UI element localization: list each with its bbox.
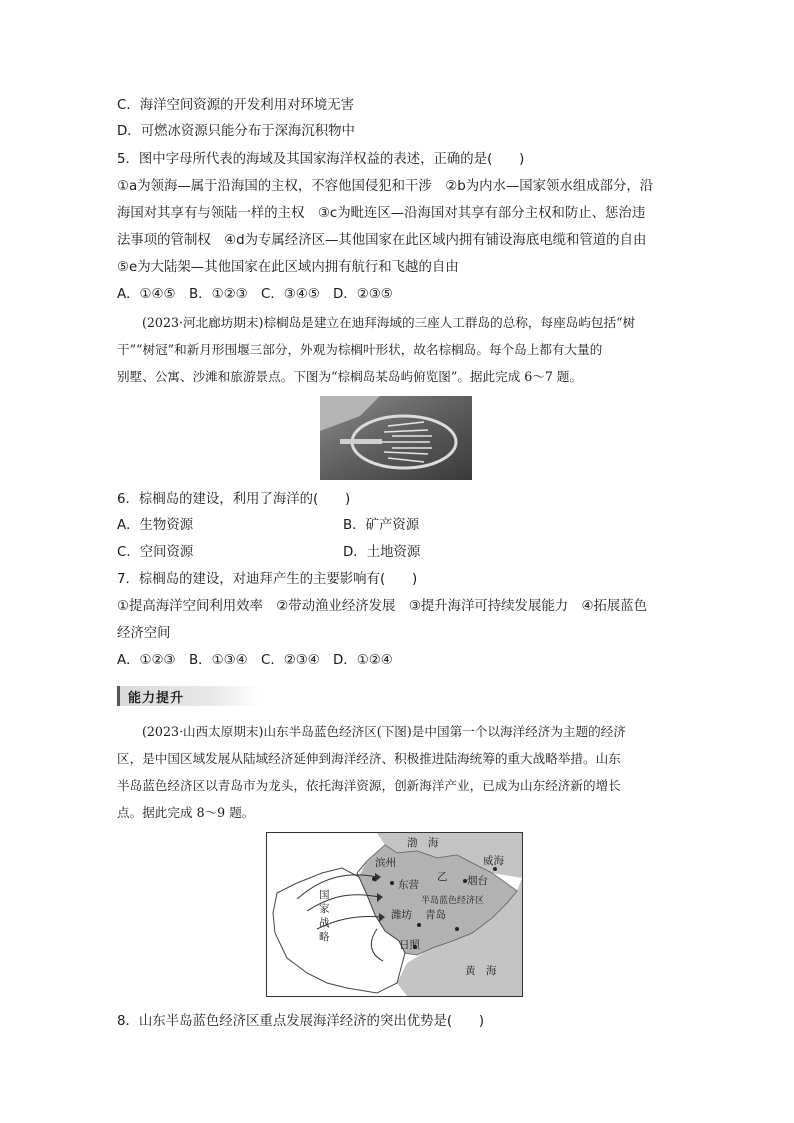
q8-stem: 8．山东半岛蓝色经济区重点发展海洋经济的突出优势是( )	[117, 1014, 485, 1029]
q5-body-line: 海国对其享有与领陆一样的主权 ③c为毗连区—沿海国对其享有部分主权和防止、惩治违	[117, 206, 646, 221]
q5-body-line: ①a为领海—属于沿海国的主权，不容他国侵犯和干涉 ②b为内水—国家领水组成部分，沿	[117, 179, 654, 194]
label-weifang: 潍坊	[391, 909, 412, 921]
label-yi: 乙	[437, 871, 448, 883]
shandong-blue-economic-zone-map	[266, 832, 523, 997]
q5-stem: 5．图中字母所代表的海域及其国家海洋权益的表述，正确的是( )	[117, 152, 525, 167]
palm-island-aerial-photo	[320, 396, 472, 480]
material2-line: 区，是中国区域发展从陆域经济延伸到海洋经济、积极推进陆海统筹的重大战略举措。山东	[117, 751, 621, 766]
q7-option-d: D．①②④	[333, 653, 393, 668]
q4-option-d: D．可燃冰资源只能分布于深海沉积物中	[117, 124, 355, 139]
material2-line: 半岛蓝色经济区以青岛市为龙头，依托海洋资源，创新海洋产业，已成为山东经济新的增长	[117, 778, 621, 793]
q6-option-c: C．空间资源	[117, 545, 194, 560]
q7-options	[117, 651, 682, 671]
q4-option-c: C．海洋空间资源的开发利用对环境无害	[117, 98, 354, 113]
q7-body-line: ①提高海洋空间利用效率 ②带动渔业经济发展 ③提升海洋可持续发展能力 ④拓展蓝色	[117, 599, 648, 614]
q5-option-a: A．①④⑤	[117, 287, 176, 302]
city-dot-weifang	[417, 923, 421, 927]
label-zhanlue-2: 略	[319, 931, 330, 943]
label-dongying: 东营	[398, 879, 419, 891]
label-qingdao: 青岛	[425, 909, 446, 921]
material1-line: 别墅、公寓、沙滩和旅游景点。下图为“棕榈岛某岛屿俯览图”。据此完成 6～7 题。	[117, 369, 583, 384]
q5-option-b: B．①②③	[189, 287, 248, 302]
label-zhanlue-1: 战	[319, 917, 330, 929]
q7-option-b: B．①③④	[189, 653, 248, 668]
q7-body-line: 经济空间	[117, 626, 171, 641]
q5-body-line: 法事项的管制权 ④d为专属经济区—其他国家在此区域内拥有铺设海底电缆和管道的自由	[117, 233, 647, 248]
q5-option-d: D．②③⑤	[333, 287, 393, 302]
q6-stem: 6．棕榈岛的建设，利用了海洋的( )	[117, 492, 351, 507]
label-guojia-2: 家	[319, 903, 330, 915]
label-rizhao: 日照	[399, 939, 420, 951]
q7-option-c: C．②③④	[261, 653, 320, 668]
material2-line: 点。据此完成 8～9 题。	[117, 805, 255, 820]
q5-body-line: ⑤e为大陆架—其他国家在此区域内拥有航行和飞越的自由	[117, 260, 459, 275]
q6-option-d: D．土地资源	[343, 545, 421, 560]
q6-option-b: B．矿产资源	[343, 518, 420, 533]
label-huanghai: 黄 海	[465, 965, 497, 977]
material1-line: 干”“树冠”和新月形围堰三部分，外观为棕榈叶形状，故名棕榈岛。每个岛上都有大量的	[117, 342, 603, 357]
section-header-ability	[117, 686, 685, 706]
label-weihai: 威海	[483, 855, 504, 867]
city-dot-dongying	[390, 881, 394, 885]
q5-option-c: C．③④⑤	[261, 287, 320, 302]
section-title: 能力提升	[128, 691, 185, 706]
label-economic-zone: 半岛蓝色经济区	[421, 896, 485, 906]
q6-option-a: A．生物资源	[117, 518, 194, 533]
label-yantai: 烟台	[467, 875, 488, 887]
label-bohai: 渤 海	[407, 837, 439, 849]
city-dot-binzhou	[372, 877, 376, 881]
city-dot-weihai	[493, 867, 497, 871]
q7-stem: 7．棕榈岛的建设，对迪拜产生的主要影响有( )	[117, 572, 418, 587]
label-binzhou: 滨州	[375, 857, 396, 869]
material1-line: (2023·河北廊坊期末)棕榈岛是建立在迪拜海域的三座人工群岛的总称，每座岛屿包括“树	[142, 315, 636, 330]
q7-option-a: A．①②③	[117, 653, 176, 668]
q5-options	[117, 285, 682, 305]
label-guojia-1: 国	[319, 889, 330, 901]
material2-line: (2023·山西太原期末)山东半岛蓝色经济区(下图)是中国第一个以海洋经济为主题的经济	[142, 724, 626, 739]
city-dot-qingdao	[455, 927, 459, 931]
